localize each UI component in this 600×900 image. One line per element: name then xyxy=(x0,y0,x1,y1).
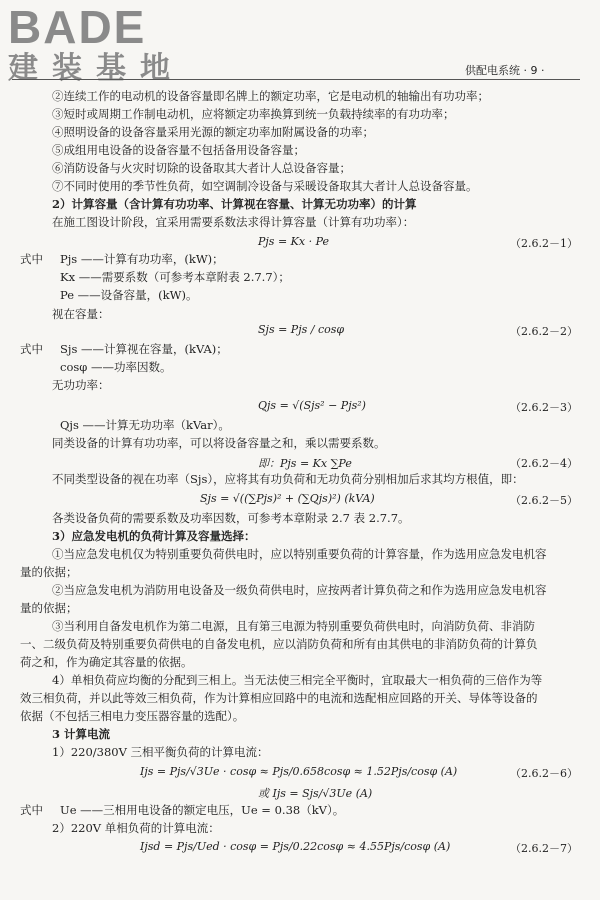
list-item: ⑦不同时使用的季节性负荷，如空调制冷设备与采暖设备取其大者计人总设备容量。 xyxy=(52,179,478,193)
paragraph: 无功功率： xyxy=(52,378,110,392)
paragraph: 一、二级负荷及特别重要负荷供电的自备发电机，应以消防负荷和所有由其供电的非消防负荷的计算负 xyxy=(20,637,538,651)
paragraph: 2）220V 单相负荷的计算电流： xyxy=(52,821,220,835)
equation: Sjs = √((∑Pjs)² + (∑Qjs)²) (kVA) xyxy=(200,492,375,505)
paragraph: 荷之和，作为确定其容量的依据。 xyxy=(20,655,193,669)
definition: Pjs ——计算有功功率，(kW)； xyxy=(60,252,224,266)
definition: Pe ——设备容量，(kW)。 xyxy=(60,288,198,302)
equation-number: （2.6.2－4） xyxy=(510,457,578,470)
section-heading: 3）应急发电机的负荷计算及容量选择： xyxy=(52,529,256,543)
definition: Sjs ——计算视在容量，(kVA)； xyxy=(60,342,228,356)
equation: Qjs = √(Sjs² − Pjs²) xyxy=(258,399,366,412)
paragraph: 同类设备的计算有功功率，可以将设备容量之和，乘以需要系数。 xyxy=(52,436,386,450)
paragraph: 在施工图设计阶段，宜采用需要系数法求得计算容量（计算有功功率）： xyxy=(52,215,415,229)
equation-number: （2.6.2－1） xyxy=(510,237,578,250)
equation: Sjs = Pjs / cosφ xyxy=(258,323,345,336)
paragraph: ③当利用自备发电机作为第二电源，且有第三电源为特别重要负荷供电时，向消防负荷、非消防 xyxy=(52,619,535,633)
list-item: ④照明设备的设备容量采用光源的额定功率加附属设备的功率； xyxy=(52,125,374,139)
equation-number: （2.6.2－3） xyxy=(510,401,578,414)
logo xyxy=(8,1,184,86)
paragraph: 视在容量： xyxy=(52,307,110,321)
paragraph: 效三相负荷，并以此等效三相负荷，作为计算相应回路中的电流和选配相应回路的开关、导体等设备的 xyxy=(20,691,538,705)
definition: cosφ ——功率因数。 xyxy=(60,360,172,374)
paragraph: ①当应急发电机仅为特别重要负荷供电时，应以特别重要负荷的计算容量，作为选用应急发电机容 xyxy=(52,547,547,561)
equation: Ijsd = Pjs/Ued · cosφ = Pjs/0.22cosφ ≈ 4.55Pjs/cosφ (A) xyxy=(140,840,451,853)
paragraph: 各类设备负荷的需要系数及功率因数，可参考本章附录 2.7 表 2.7.7。 xyxy=(52,511,410,525)
list-item: ③短时或周期工作制电动机，应将额定功率换算到统一负载持续率的有功功率； xyxy=(52,107,455,121)
list-item: ②连续工作的电动机的设备容量即名牌上的额定功率，它是电动机的轴输出有功功率； xyxy=(52,89,489,103)
where-label: 式中 xyxy=(20,252,43,266)
equation-number: （2.6.2－5） xyxy=(510,494,578,507)
logo-text: BADE xyxy=(8,1,147,53)
paragraph: 量的依据； xyxy=(20,601,78,615)
equation-number: （2.6.2－7） xyxy=(510,842,578,855)
where-label: 式中 xyxy=(20,342,43,356)
logo-subtitle: 建装基地 xyxy=(8,51,184,86)
equation: Pjs = Kx · Pe xyxy=(258,235,329,248)
paragraph: ②当应急发电机为消防用电设备及一级负荷供电时，应按两者计算负荷之和作为选用应急发电机容 xyxy=(52,583,547,597)
definition: Kx ——需要系数（可参考本章附表 2.7.7）； xyxy=(60,270,290,284)
list-item: ⑤成组用电设备的设备容量不包括备用设备容量； xyxy=(52,143,305,157)
where-label: 式中 xyxy=(20,803,43,817)
equation: 或 Ijs = Sjs/√3Ue (A) xyxy=(258,787,373,800)
equation-number: （2.6.2－6） xyxy=(510,767,578,780)
section-heading: 3 计算电流 xyxy=(52,727,111,741)
paragraph: 依据（不包括三相电力变压器容量的选配）。 xyxy=(20,709,245,723)
equation: Ijs = Pjs/√3Ue · cosφ ≈ Pjs/0.658cosφ ≈ 1.52Pjs/cosφ (A) xyxy=(140,765,458,778)
paragraph: 量的依据； xyxy=(20,565,78,579)
paragraph: 4）单相负荷应均衡的分配到三相上。当无法使三相完全平衡时，宜取最大一相负荷的三倍作为等 xyxy=(52,673,543,687)
paragraph: 1）220/380V 三相平衡负荷的计算电流： xyxy=(52,745,269,759)
definition: Ue ——三相用电设备的额定电压，Ue = 0.38（kV）。 xyxy=(60,803,345,817)
equation-number: （2.6.2－2） xyxy=(510,325,578,338)
list-item: ⑥消防设备与火灾时切除的设备取其大者计人总设备容量； xyxy=(52,161,351,175)
section-heading: 2）计算容量（含计算有功功率、计算视在容量、计算无功功率）的计算 xyxy=(52,197,417,211)
definition: Qjs ——计算无功功率（kVar）。 xyxy=(60,418,230,432)
paragraph: 不同类型设备的视在功率（Sjs），应将其有功负荷和无功负荷分别相加后求其均方根值，即： xyxy=(52,472,524,486)
page-header: 供配电系统 · 9 · xyxy=(465,64,545,77)
header-rule xyxy=(12,79,580,80)
equation: 即：Pjs = Kx ∑Pe xyxy=(258,457,352,470)
